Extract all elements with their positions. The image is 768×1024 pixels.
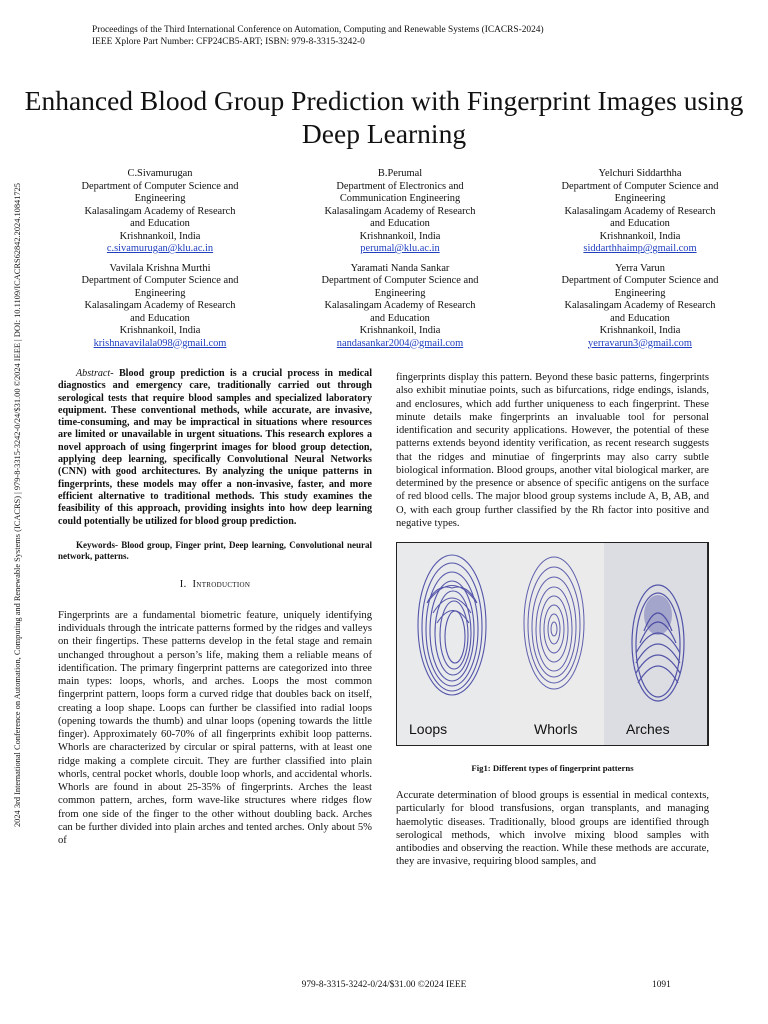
whorls-panel — [500, 543, 604, 745]
author-location: Krishnankoil, India — [119, 325, 201, 336]
panel-label-loops: Loops — [409, 721, 448, 737]
author-block — [40, 168, 760, 350]
author-email-link[interactable]: siddarthhaimp@gmail.com — [583, 243, 697, 254]
loop-fingerprint-icon — [397, 543, 500, 744]
left-column — [58, 368, 372, 847]
right-column — [396, 371, 709, 869]
keywords: Keywords- Blood group, Finger print, Deep learning, Convolutional neural network, patterns. — [58, 539, 372, 562]
author-name: Yerra Varun — [615, 262, 665, 274]
author-institution: Kalasalingam Academy of Research and Education — [84, 300, 236, 324]
author-email-link[interactable]: nandasankar2004@gmail.com — [336, 337, 464, 349]
section-heading — [58, 579, 372, 590]
author-entry — [40, 168, 280, 256]
author-department: Department of Electronics and Communication Engineering — [336, 180, 464, 204]
author-entry — [520, 168, 760, 256]
author-department: Department of Computer Science and Engineering — [561, 275, 719, 299]
author-entry — [280, 263, 520, 351]
page-number: 1091 — [652, 980, 671, 990]
author-institution: Kalasalingam Academy of Research and Education — [324, 205, 476, 229]
author-location: Krishnankoil, India — [119, 230, 201, 242]
author-institution: Kalasalingam Academy of Research and Education — [84, 205, 236, 229]
body-paragraph: Accurate determination of blood groups is essential in medical contexts, particularly for blood transfusions, organ transplants, and managing haemolytic diseases. Traditionally, blood groups are identified through serological methods, which involve mixing blood samples with antibodies and observing the reaction. While these methods are accurate, they are invasive, requiring blood samples, and — [396, 790, 709, 868]
abstract-text: Blood group prediction is a crucial process in medical diagnostics and emergency care, traditionally carried out through serological tests that require blood samples and specialized laboratory equipment. These conventional methods, while accurate, are invasive, time-consuming, and may be impractical in situations where resources are limited or unavailable in urgent situations. This research explores a novel approach of using fingerprint images for blood group detection, applying deep learning, specifically Convolutional Neural Networks (CNN) with good architectures. By analyzing the unique patterns in fingerprints, these models may offer a non-invasive, faster, and more efficient alternative to traditional methods. This study examines the feasibility of this approach, providing insights into how deep learning could potentially be utilized for blood group prediction. — [58, 368, 372, 527]
isbn-line: IEEE Xplore Part Number: CFP24CB5-ART; ISBN: 979-8-3315-3242-0 — [92, 37, 365, 47]
footer-copyright: 979-8-3315-3242-0/24/$31.00 ©2024 IEEE — [301, 980, 467, 990]
author-department: Department of Computer Science and Engineering — [81, 275, 239, 299]
author-name: B.Perumal — [377, 168, 423, 179]
author-entry — [40, 263, 280, 351]
author-name: Yelchuri Siddarthha — [598, 168, 682, 179]
author-name: Vavilala Krishna Murthi — [109, 262, 211, 274]
abstract — [58, 368, 372, 528]
author-name: Yaramati Nanda Sankar — [350, 262, 450, 274]
author-location: Krishnankoil, India — [359, 325, 441, 336]
author-entry — [520, 263, 760, 351]
arches-panel — [604, 543, 707, 745]
panel-label-whorls: Whorls — [534, 721, 578, 737]
intro-paragraph: Fingerprints are a fundamental biometric feature, uniquely identifying individuals through the intricate patterns formed by the ridges and valleys on their fingertips. These patterns develop in the fetal stage and remain unchanged throughout a person’s life, making them a reliable means of identification. The primary fingerprint patterns are categorized into three main types: loops, whorls, and arches. Loops the most common fingerprint pattern, loops form a curved ridge that doubles back on itself, creating a loop shape. Loops can further be classified into radial loops (opening towards the thumb) and ulnar loops (opening towards the little finger). Approximately 60-70% of all fingerprints exhibit loop patterns. Whorls are characterized by circular or spiral patterns, with at least one ridge making a complete circuit. They are further classified into plain whorls, central pocket whorls, double loop whorls, and accidental whorls. Whorls are found in about 25-35% of fingerprints. Arches the least common pattern, arches, form wave-like structures where ridges flow from one side of the finger to the other without doubling back. Arches can be further divided into plain arches and tented arches. Only about 5% of — [58, 609, 372, 847]
author-department: Department of Computer Science and Engineering — [561, 180, 719, 204]
paper-title: Enhanced Blood Group Prediction with Fingerprint Images using Deep Learning — [24, 85, 744, 149]
body-paragraph: fingerprints display this pattern. Beyond these basic patterns, fingerprints also exhibit minutiae points, such as bifurcations, ridge endings, islands, and enclosures, which add further uniqueness to each fingerprint. These minute details make fingerprints an invaluable tool for personal identification and security applications. However, the potential of these patterns extends beyond identity verification, as recent research suggests that the ridges and minutiae of fingerprints may also carry subtle biological information. Blood groups, another vital biological marker, are determined by the presence or absence of specific antigens on the surface of red blood cells. The major blood group systems include A, B, AB, and O, with each group further classified by the Rh factor into positive and negative types. — [396, 372, 709, 529]
author-email-link[interactable]: krishnavavilala098@gmail.com — [93, 337, 227, 349]
panel-label-arches: Arches — [626, 721, 670, 737]
loops-panel — [397, 543, 500, 745]
fingerprint-figure — [396, 542, 709, 746]
author-department: Department of Computer Science and Engineering — [321, 275, 479, 299]
author-location: Krishnankoil, India — [359, 230, 441, 242]
author-entry — [280, 168, 520, 256]
author-institution: Kalasalingam Academy of Research and Education — [564, 300, 716, 324]
author-email-link[interactable]: perumal@klu.ac.in — [360, 243, 440, 254]
figure-caption: Fig1: Different types of fingerprint patterns — [471, 763, 634, 773]
proceedings-header — [92, 24, 544, 48]
author-email-link[interactable]: yerravarun3@gmail.com — [588, 337, 692, 349]
whorl-fingerprint-icon — [500, 543, 604, 744]
side-doi-identifier: 2024 3rd International Conference on Automation, Computing and Renewable Systems (ICACRS) | 979-8-3315-3242-0/24/$31.00 ©2024 IEEE | DOI: 10.1109/ICACRS62842.2024.10841725 — [13, 183, 22, 827]
author-email-link[interactable]: c.sivamurugan@klu.ac.in — [106, 243, 214, 254]
author-institution: Kalasalingam Academy of Research and Education — [324, 300, 476, 324]
proceedings-line: Proceedings of the Third International Conference on Automation, Computing and Renewable Systems (ICACRS-2024) — [92, 25, 544, 35]
author-institution: Kalasalingam Academy of Research and Education — [564, 205, 716, 229]
author-department: Department of Computer Science and Engineering — [81, 180, 239, 204]
abstract-lead: Abstract- — [76, 368, 114, 379]
section-title: Introduction — [192, 578, 251, 590]
author-location: Krishnankoil, India — [599, 325, 681, 336]
author-name: C.Sivamurugan — [127, 168, 193, 179]
section-number: I. — [179, 578, 187, 590]
author-location: Krishnankoil, India — [599, 230, 681, 242]
arch-fingerprint-icon — [604, 543, 707, 744]
